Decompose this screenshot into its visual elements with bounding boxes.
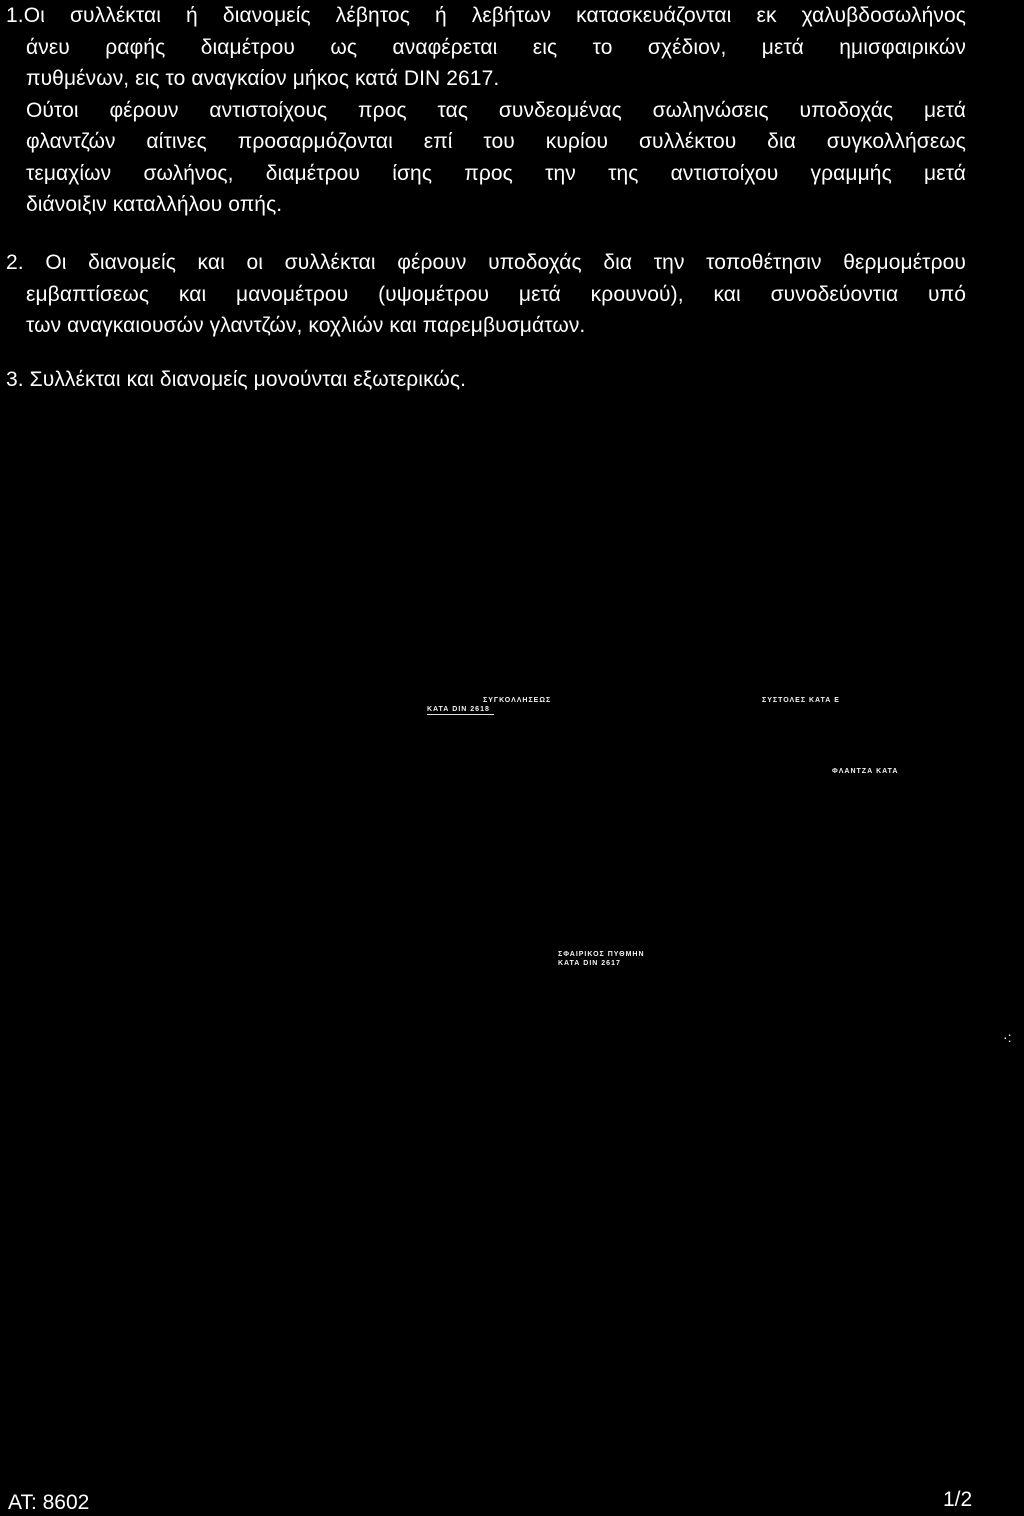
spec-item-2-line: των αναγκαιουσών γλαντζών, κοχλιών και παρεμβυσμάτων.: [26, 314, 586, 337]
drawing-label-reducers: ΣΥΣΤΟΛΕΣ ΚΑΤΑ Ε: [762, 697, 840, 704]
spec-item-1-line: πυθμένων, εις το αναγκαίον μήκος κατά DIN 2617.: [26, 67, 500, 90]
spec-item-1-line: 1.Οι συλλέκται ή διανομείς λέβητος ή λεβήτων κατασκευάζονται εκ χαλυβδοσωλήνος: [6, 4, 966, 27]
drawing-label-welding-standard: ΚΑΤΑ DIN 2618: [427, 706, 494, 715]
spec-item-1-line: Ούτοι φέρουν αντιστοίχους προς τας συνδεομένας σωληνώσεις υποδοχάς μετά: [26, 98, 966, 122]
spec-item-2-line: εμβαπτίσεως και μανομέτρου (υψομέτρου μετά κρουνού), και συνοδεύοντια υπό: [26, 282, 966, 306]
spec-item-1: [6, 0, 966, 221]
edge-mark: ·:: [1003, 1029, 1012, 1045]
spec-item-2-line: 2. Οι διανομείς και οι συλλέκται φέρουν υποδοχάς δια την τοποθέτησιν θερμομέτρου: [6, 251, 966, 274]
spec-item-2: [6, 247, 966, 342]
spec-item-1-line: άνευ ραφής διαμέτρου ως αναφέρεται εις το σχέδιον, μετά ημισφαιρικών: [26, 35, 966, 59]
drawing-label-hemispherical-standard: ΚΑΤΑ DIN 2617: [558, 960, 621, 967]
drawing-label-flange: ΦΛΑΝΤΖΑ ΚΑΤΑ: [832, 768, 899, 775]
spec-item-3-line: 3. Συλλέκται και διανομείς μονούνται εξωτερικώς.: [6, 368, 467, 391]
drawing-label-hemispherical-bottom: ΣΦΑΙΡΙΚΟΣ ΠΥΘΜΗΝ: [558, 951, 645, 958]
page-number: 1/2: [943, 1488, 973, 1511]
spec-item-3: [6, 364, 966, 396]
drawing-label-welding: ΣΥΓΚΟΛΛΗΣΕΩΣ: [483, 697, 552, 704]
spec-item-1-line: διάνοιξιν καταλλήλου οπής.: [26, 193, 283, 216]
document-code: AT: 8602: [8, 1491, 90, 1514]
spec-item-1-line: φλαντζών αίτινες προσαρμόζονται επί του κυρίου συλλέκτου δια συγκολλήσεως: [26, 130, 966, 153]
spec-item-1-line: τεμαχίων σωλήνος, διαμέτρου ίσης προς την της αντιστοίχου γραμμής μετά: [26, 161, 966, 185]
